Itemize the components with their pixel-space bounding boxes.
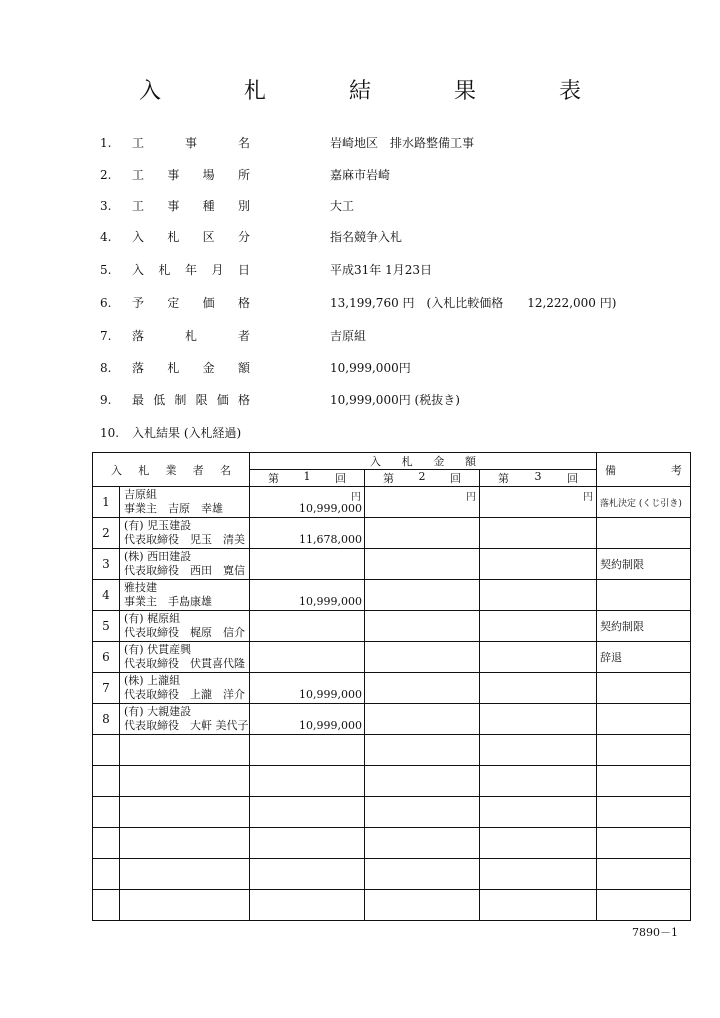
bidder-company: 吉原組 [124, 488, 157, 501]
bid-amount-round-1 [250, 611, 365, 642]
info-label-char: 別 [237, 199, 250, 213]
info-label-char: 事 [184, 136, 197, 150]
info-number: 8. [100, 361, 112, 375]
bidder-name [120, 549, 250, 580]
bid-amount-round-2 [365, 580, 480, 611]
row-number: 2 [93, 518, 120, 549]
row-number: 4 [93, 580, 120, 611]
row-number: 7 [93, 673, 120, 704]
round-char: 1 [303, 470, 311, 483]
header-char: 額 [464, 455, 476, 468]
row-number: 8 [93, 704, 120, 735]
info-label-char: 者 [237, 329, 250, 343]
info-label-char: 事 [167, 168, 180, 182]
info-label-char: 限 [195, 393, 208, 407]
bidder-representative: 代表取締役 伏貫喜代隆 [124, 657, 245, 670]
empty-cell [365, 890, 480, 921]
round-char: 3 [534, 470, 542, 483]
info-label [132, 357, 250, 379]
bid-amount-round-1 [250, 673, 365, 704]
bidder-representative: 代表取締役 児玉 清美 [124, 533, 245, 546]
yen-unit: 円 [466, 492, 476, 503]
table-row [93, 549, 691, 580]
empty-cell [93, 766, 120, 797]
bid-amount: 10,999,000 [299, 688, 362, 701]
info-label-char: 金 [202, 361, 215, 375]
bidder-company: (有) 大親建設 [124, 705, 192, 718]
empty-cell [93, 797, 120, 828]
table-row-empty [93, 797, 691, 828]
bid-amount-round-3 [480, 549, 597, 580]
info-label [132, 195, 250, 217]
empty-cell [597, 766, 691, 797]
table-row [93, 518, 691, 549]
bidder-name [120, 673, 250, 704]
info-value: 嘉麻市岩崎 [330, 168, 391, 182]
bid-results-table [92, 452, 691, 921]
info-value: 大工 [330, 199, 355, 213]
header-char: 入 [111, 463, 122, 477]
round-char: 回 [335, 472, 346, 485]
bid-amount-round-3 [480, 642, 597, 673]
bid-amount: 10,999,000 [299, 719, 362, 732]
empty-cell [120, 890, 250, 921]
empty-cell [480, 828, 597, 859]
info-label-char: 工 [132, 168, 145, 182]
info-label-char: 工 [132, 136, 145, 150]
remark: 辞退 [597, 642, 691, 673]
empty-cell [250, 890, 365, 921]
header-bidder [93, 453, 250, 487]
document-number: 7890－1 [632, 926, 678, 939]
empty-cell [480, 766, 597, 797]
info-label-char: 予 [132, 296, 145, 310]
empty-cell [480, 859, 597, 890]
remark: 契約制限 [597, 611, 691, 642]
bidder-company: (有) 伏貫産興 [124, 643, 192, 656]
table-row-empty [93, 735, 691, 766]
info-number: 1. [100, 136, 112, 150]
info-label-char: 低 [153, 393, 166, 407]
empty-cell [365, 766, 480, 797]
info-value: 吉原組 [330, 329, 367, 343]
info-value: 平成31年 1月23日 [330, 263, 432, 277]
bid-amount: 11,678,000 [299, 533, 362, 546]
table-row-empty [93, 890, 691, 921]
bid-amount-round-2 [365, 704, 480, 735]
bid-amount-round-3 [480, 518, 597, 549]
table-row [93, 487, 691, 518]
info-label-char: 入 [132, 230, 145, 244]
remark [597, 673, 691, 704]
table-row [93, 704, 691, 735]
empty-cell [480, 797, 597, 828]
round-char: 回 [450, 472, 461, 485]
info-value: 10,999,000円 (税抜き) [330, 393, 460, 407]
bidder-company: (有) 児玉建設 [124, 519, 192, 532]
empty-cell [480, 735, 597, 766]
info-label-char: 札 [158, 263, 171, 277]
empty-cell [93, 735, 120, 766]
info-label-char: 場 [202, 168, 215, 182]
info-label-char: 落 [132, 329, 145, 343]
bidder-name [120, 642, 250, 673]
header-char: 札 [138, 463, 150, 477]
header-round-2 [365, 470, 480, 487]
remark [597, 518, 691, 549]
bidder-name [120, 487, 250, 518]
header-char: 入 [370, 455, 381, 468]
empty-cell [120, 797, 250, 828]
bid-amount: 10,999,000 [299, 502, 362, 515]
bid-amount: 10,999,000 [299, 595, 362, 608]
info-label [132, 325, 250, 347]
bid-amount-round-3 [480, 704, 597, 735]
info-number: 10. [100, 426, 120, 440]
empty-cell [365, 797, 480, 828]
info-value: 岩崎地区 排水路整備工事 [330, 136, 475, 150]
info-label [132, 389, 250, 411]
info-label [132, 259, 250, 281]
round-char: 第 [268, 472, 279, 485]
info-label-char: 札 [184, 329, 197, 343]
round-char: 回 [567, 472, 578, 485]
bid-amount-round-2 [365, 487, 480, 518]
table-row [93, 673, 691, 704]
yen-unit: 円 [351, 492, 361, 503]
empty-cell [250, 735, 365, 766]
bidder-representative: 事業主 手島康雄 [124, 595, 212, 608]
empty-cell [120, 735, 250, 766]
info-label-char: 定 [167, 296, 180, 310]
info-label-char: 価 [216, 393, 229, 407]
header-char: 札 [401, 455, 413, 468]
bid-amount-round-3 [480, 673, 597, 704]
bidder-representative: 事業主 吉原 幸雄 [124, 502, 223, 515]
info-label-char: 入 [132, 263, 145, 277]
info-label [132, 164, 250, 186]
bid-amount-round-2 [365, 611, 480, 642]
info-label-char: 区 [202, 230, 215, 244]
empty-cell [250, 828, 365, 859]
header-char: 者 [192, 463, 204, 477]
bidder-representative: 代表取締役 西田 寛信 [124, 564, 245, 577]
empty-cell [597, 828, 691, 859]
empty-cell [480, 890, 597, 921]
info-label [132, 132, 250, 154]
info-label-char: 名 [237, 136, 250, 150]
header-round-3 [480, 470, 597, 487]
table-row [93, 611, 691, 642]
yen-unit: 円 [583, 492, 593, 503]
bid-amount-round-3 [480, 580, 597, 611]
bid-amount-round-2 [365, 642, 480, 673]
remark: 落札決定 (くじ引き) [597, 487, 691, 518]
bid-amount-round-1 [250, 704, 365, 735]
bid-amount-round-2 [365, 673, 480, 704]
empty-cell [597, 890, 691, 921]
empty-cell [120, 828, 250, 859]
info-label-char: 札 [167, 361, 180, 375]
info-number: 4. [100, 230, 112, 244]
info-value: 13,199,760 円 (入札比較価格 12,222,000 円) [330, 296, 617, 310]
info-number: 5. [100, 263, 112, 277]
bid-amount-round-1 [250, 549, 365, 580]
bid-amount-round-1 [250, 580, 365, 611]
round-char: 第 [498, 472, 509, 485]
info-label-char: 制 [174, 393, 187, 407]
info-number: 2. [100, 168, 112, 182]
info-label-char: 価 [202, 296, 215, 310]
info-number: 3. [100, 199, 112, 213]
header-char: 名 [220, 463, 231, 477]
bid-amount-round-3 [480, 487, 597, 518]
info-label-char: 所 [237, 168, 250, 182]
bidder-company: (株) 西田建設 [124, 550, 192, 563]
empty-cell [597, 735, 691, 766]
empty-cell [365, 828, 480, 859]
table-row-empty [93, 828, 691, 859]
header-char: 業 [165, 463, 177, 477]
bidder-name [120, 580, 250, 611]
info-label-char: 事 [167, 199, 180, 213]
empty-cell [93, 828, 120, 859]
info-label-char: 工 [132, 199, 145, 213]
bid-amount-round-1 [250, 518, 365, 549]
info-label-char: 最 [132, 393, 145, 407]
info-label-char: 月 [211, 263, 224, 277]
info-number: 7. [100, 329, 112, 343]
page-title: 入 札 結 果 表 [139, 79, 619, 104]
row-number: 3 [93, 549, 120, 580]
info-number: 6. [100, 296, 112, 310]
table-row [93, 580, 691, 611]
info-value: 10,999,000円 [330, 361, 411, 375]
empty-cell [250, 766, 365, 797]
empty-cell [120, 766, 250, 797]
row-number: 6 [93, 642, 120, 673]
empty-cell [365, 735, 480, 766]
empty-cell [365, 859, 480, 890]
bidder-name [120, 704, 250, 735]
info-label-char: 落 [132, 361, 145, 375]
bidder-name [120, 611, 250, 642]
info-label: 入札結果 (入札経過) [132, 426, 242, 440]
header-char: 備 [605, 463, 616, 477]
header-amount [250, 453, 597, 470]
empty-cell [250, 859, 365, 890]
bidder-company: (有) 梶原組 [124, 612, 181, 625]
empty-cell [597, 859, 691, 890]
row-number: 5 [93, 611, 120, 642]
remark [597, 580, 691, 611]
info-label-char: 分 [237, 230, 250, 244]
empty-cell [120, 859, 250, 890]
table-row [93, 642, 691, 673]
header-char: 考 [671, 463, 682, 477]
info-label-char: 年 [184, 263, 197, 277]
header-remarks [597, 453, 691, 487]
remark [597, 704, 691, 735]
info-number: 9. [100, 393, 112, 407]
bidder-name [120, 518, 250, 549]
empty-cell [93, 890, 120, 921]
table-row-empty [93, 859, 691, 890]
row-number: 1 [93, 487, 120, 518]
bidder-company: 雅技建 [124, 581, 157, 594]
remark: 契約制限 [597, 549, 691, 580]
info-label-char: 格 [237, 393, 250, 407]
bid-amount-round-3 [480, 611, 597, 642]
info-label [132, 226, 250, 248]
bid-amount-round-1 [250, 642, 365, 673]
empty-cell [597, 797, 691, 828]
round-char: 2 [418, 470, 426, 483]
header-char: 金 [433, 455, 445, 468]
empty-cell [93, 859, 120, 890]
info-label-char: 格 [237, 296, 250, 310]
info-label [132, 292, 250, 314]
round-char: 第 [383, 472, 394, 485]
header-round-1 [250, 470, 365, 487]
bid-amount-round-1 [250, 487, 365, 518]
bidder-representative: 代表取締役 大軒 美代子 [124, 719, 249, 732]
bidder-company: (株) 上瀧組 [124, 674, 181, 687]
bid-amount-round-2 [365, 549, 480, 580]
table-row-empty [93, 766, 691, 797]
info-label-char: 札 [167, 230, 180, 244]
bid-amount-round-2 [365, 518, 480, 549]
info-label-char: 日 [237, 263, 250, 277]
info-label-char: 種 [202, 199, 215, 213]
info-value: 指名競争入札 [330, 230, 403, 244]
info-label-char: 額 [237, 361, 250, 375]
empty-cell [250, 797, 365, 828]
bidder-representative: 代表取締役 梶原 信介 [124, 626, 245, 639]
bidder-representative: 代表取締役 上瀧 洋介 [124, 688, 245, 701]
